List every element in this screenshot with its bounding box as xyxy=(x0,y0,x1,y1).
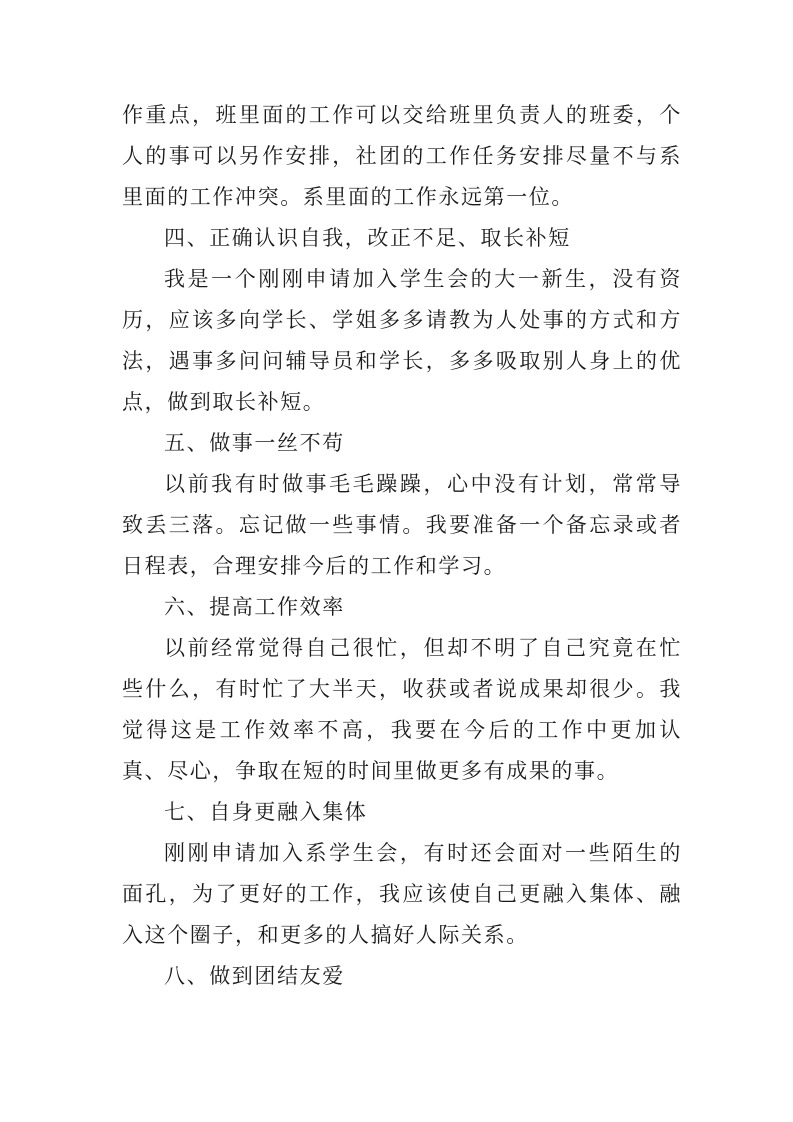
paragraph: 我是一个刚刚申请加入学生会的大一新生，没有资历，应该多向学长、学姐多多请教为人处事的方式和方法，遇事多问问辅导员和学长，多多吸取别人身上的优点，做到取长补短。 xyxy=(122,267,682,414)
section-heading-6: 六、提高工作效率 xyxy=(164,595,345,619)
section-heading-8: 八、做到团结友爱 xyxy=(164,964,345,988)
paragraph: 以前经常觉得自己很忙，但却不明了自己究竟在忙些什么，有时忙了大半天，收获或者说成果却很少。我觉得这是工作效率不高，我要在今后的工作中更加认真、尽心，争取在短的时间里做更多有成果的事。 xyxy=(122,636,682,783)
section-heading-4: 四、正确认识自我，改正不足、取长补短 xyxy=(164,226,571,250)
paragraph: 刚刚申请加入系学生会，有时还会面对一些陌生的面孔，为了更好的工作，我应该使自己更融入集体、融入这个圈子，和更多的人搞好人际关系。 xyxy=(122,841,682,947)
paragraph: 以前我有时做事毛毛躁躁，心中没有计划，常常导致丢三落。忘记做一些事情。我要准备一个备忘录或者日程表，合理安排今后的工作和学习。 xyxy=(122,472,682,578)
section-heading-7: 七、自身更融入集体 xyxy=(164,800,368,824)
document-body xyxy=(122,95,682,997)
section-heading-5: 五、做事一丝不苟 xyxy=(164,431,345,455)
paragraph-continuation: 作重点，班里面的工作可以交给班里负责人的班委，个人的事可以另作安排，社团的工作任务安排尽量不与系里面的工作冲突。系里面的工作永远第一位。 xyxy=(122,103,682,209)
